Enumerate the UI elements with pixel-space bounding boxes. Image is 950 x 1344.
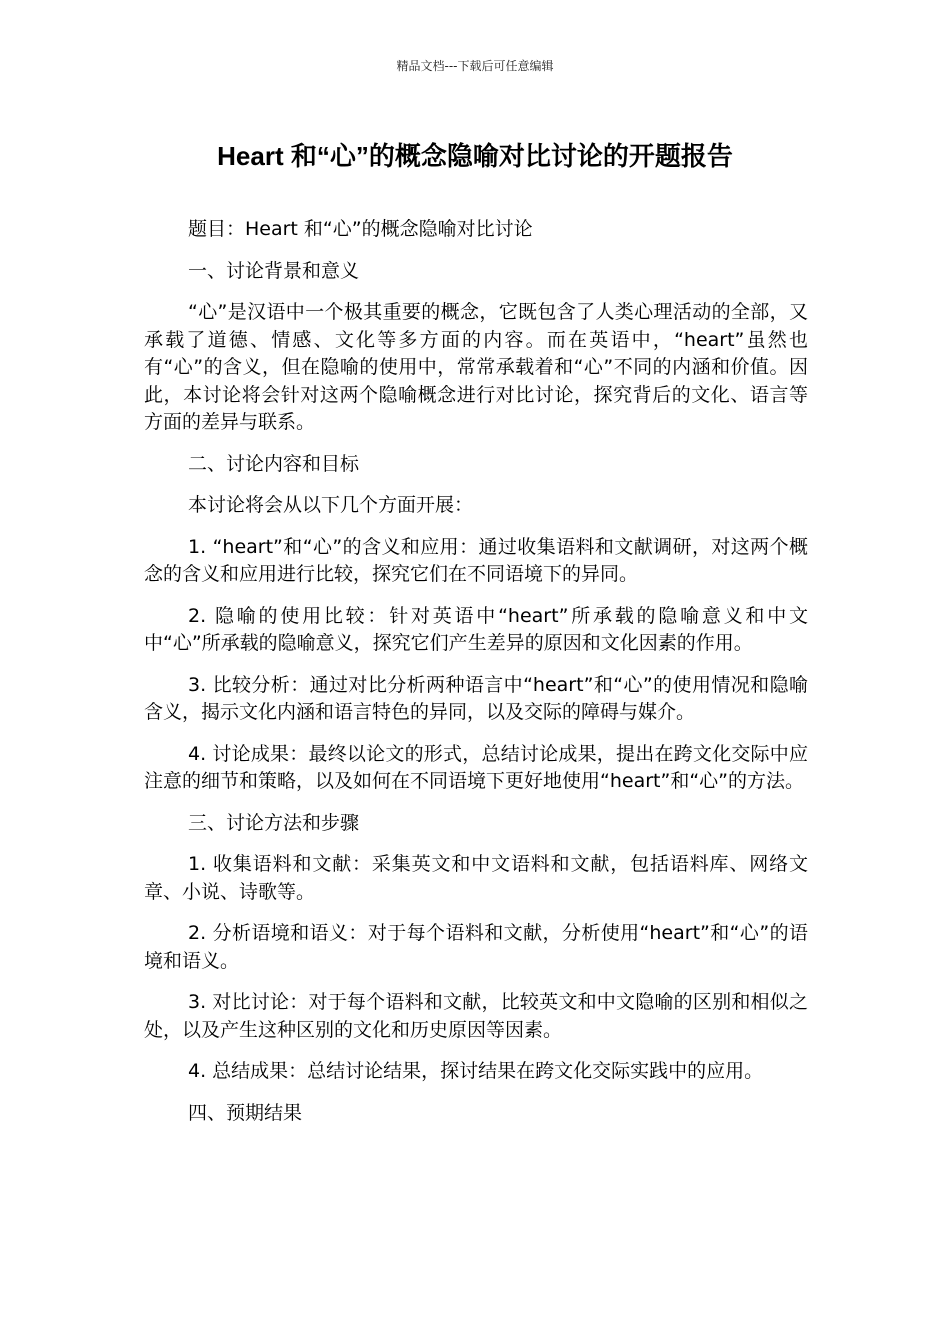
method-step-2: 2. 分析语境和语义：对于每个语料和文献，分析使用“heart”和“心”的语境和语义。 [144, 922, 808, 972]
section-heading-content: 二、讨论内容和目标 [188, 452, 360, 475]
content-item-3: 3. 比较分析：通过对比分析两种语言中“heart”和“心”的使用情况和隐喻含义，揭示文化内涵和语言特色的异同，以及交际的障碍与媒介。 [144, 673, 808, 723]
document-title: Heart 和“心”的概念隐喻对比讨论的开题报告 [217, 141, 733, 171]
topic-line: 题目：Heart 和“心”的概念隐喻对比讨论 [188, 218, 533, 240]
method-step-1: 1. 收集语料和文献：采集英文和中文语料和文献，包括语料库、网络文章、小说、诗歌等。 [144, 853, 808, 903]
background-paragraph: “心”是汉语中一个极其重要的概念，它既包含了人类心理活动的全部，又承载了道德、情感、文化等多方面的内容。而在英语中，“heart”虽然也有“心”的含义，但在隐喻的使用中，常常承载着和“心”不同的内涵和价值。因此，本讨论将会针对这两个隐喻概念进行对比讨论，探究背后的文化、语言等方面的差异与联系。 [144, 301, 808, 433]
content-item-2: 2. 隐喻的使用比较：针对英语中“heart”所承载的隐喻意义和中文中“心”所承载的隐喻意义，探究它们产生差异的原因和文化因素的作用。 [144, 604, 808, 654]
method-step-3: 3. 对比讨论：对于每个语料和文献，比较英文和中文隐喻的区别和相似之处，以及产生这种区别的文化和历史原因等因素。 [144, 991, 808, 1041]
section-heading-expected-results: 四、预期结果 [188, 1101, 303, 1124]
section-heading-background: 一、讨论背景和意义 [188, 259, 360, 282]
content-item-4: 4. 讨论成果：最终以论文的形式，总结讨论成果，提出在跨文化交际中应注意的细节和策略，以及如何在不同语境下更好地使用“heart”和“心”的方法。 [144, 742, 808, 792]
content-item-1: 1. “heart”和“心”的含义和应用：通过收集语料和文献调研，对这两个概念的含义和应用进行比较，探究它们在不同语境下的异同。 [144, 535, 808, 585]
document-body [144, 216, 808, 1141]
method-step-4: 4. 总结成果：总结讨论结果，探讨结果在跨文化交际实践中的应用。 [188, 1060, 764, 1082]
section-heading-methods: 三、讨论方法和步骤 [188, 811, 360, 834]
header-note: 精品文档---下载后可任意编辑 [396, 59, 554, 73]
content-intro-paragraph: 本讨论将会从以下几个方面开展： [188, 494, 474, 516]
